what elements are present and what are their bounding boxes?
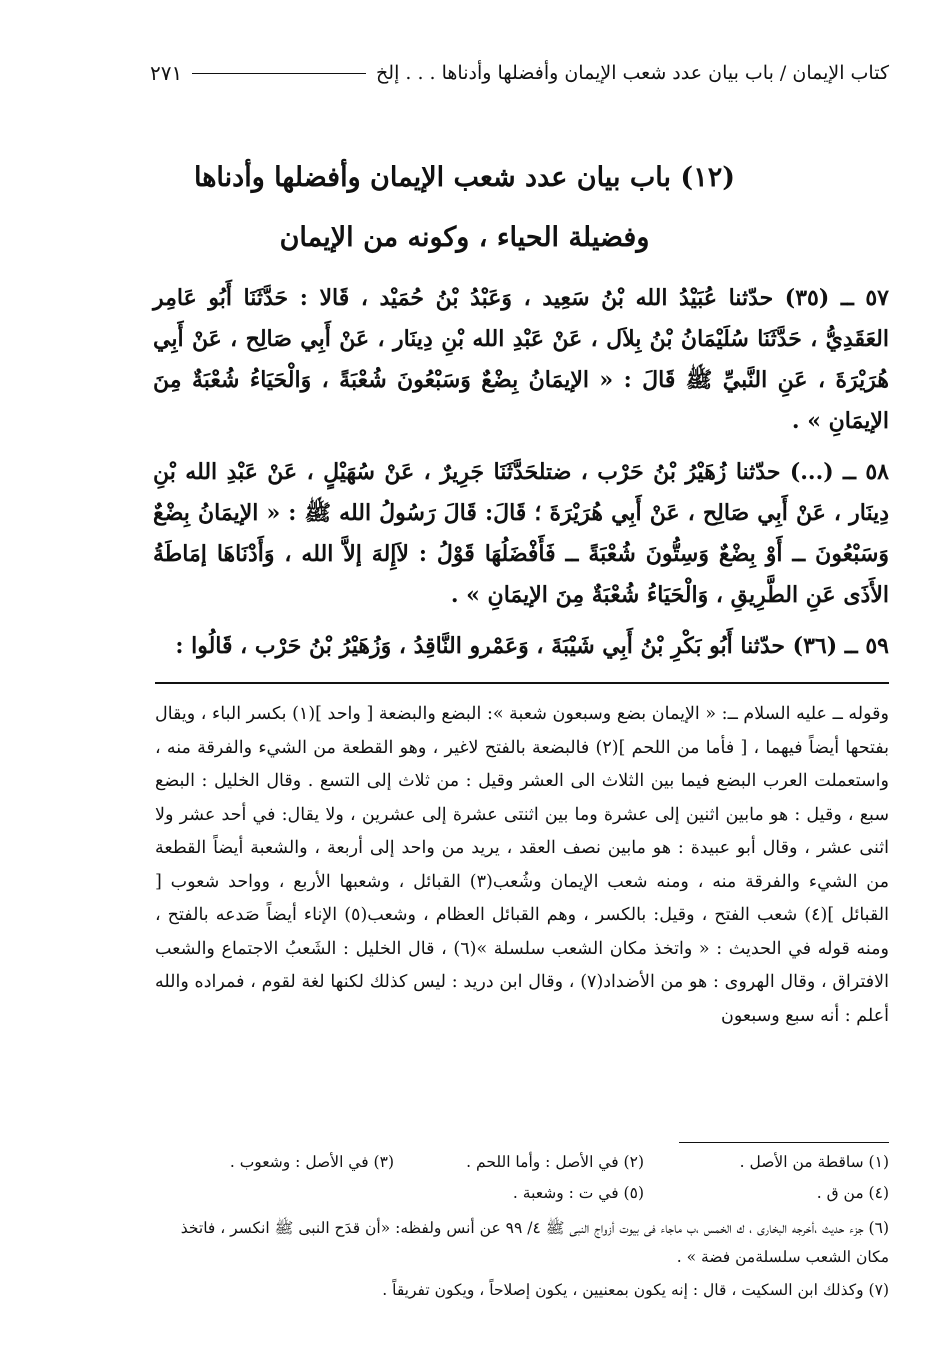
footnote-3: (٣) في الأصل : وشعوب . (229, 1153, 394, 1171)
chapter-title-line-1: (١٢) باب بيان عدد شعب الإيمان وأفضلها وأدناها (193, 162, 736, 193)
hadith-58: ٥٨ ــ (...) حدّثنا زُهَيْرُ بْنُ حَرْب ، ضتلحَدَّثَنَا جَرِيرٌ ، عَنْ سُهَيْلٍ ، عَنْ عَبْدِ الله بْنِ دِينَار ، عَنْ أَبِي صَالِح ، عَنْ أَبِي هُرَيْرَةَ ؛ قَالَ: قَالَ رَسُولُ الله ﷺ : « الإيمَانُ بِضْعٌ وَسَبْعُونَ ــ أَوْ بِضْعٌ وَسِتُّونَ شُعْبَةً ــ فَأَفْضَلُهَا قَوْلُ : لاَإِلهَ إلاَّ الله ، وَأَدْنَاهَا إمَاطَةُ الأَذَى عَنِ الطَّرِيقِ ، وَالْحَيَاءُ شُعْبَةٌ مِنَ الإيمَانِ » . (153, 459, 889, 608)
page-number: ٢٧١ (150, 61, 183, 85)
footnote-row-2 (155, 1184, 889, 1202)
footnote-1: (١) ساقطة من الأصل . (739, 1153, 889, 1171)
chapter-title-line-2: وفضيلة الحياء ، وكونه من الإيمان (279, 222, 650, 253)
footnote-2: (٢) في الأصل : وأما اللحم . (466, 1153, 644, 1171)
commentary-divider (155, 682, 889, 684)
footnote-7: (٧) وكذلك ابن السكيت ، قال : إنه يكون بمعنيين ، يكون إصلاحاً ، ويكون تفريقاً . (382, 1281, 889, 1299)
hadith-59: ٥٩ ــ (٣٦) حدّثنا أَبُو بَكْرِ بْنُ أَبِي شَيْبَةَ ، وَعَمْرو النَّاقِدُ ، وَزُهَيْرُ بْنُ حَرْب ، قَالُوا : (175, 633, 889, 659)
commentary-text: وقوله ــ عليه السلام ــ: « الإيمان بضع وسبعون شعبة »: البضع والبضعة [ واحد ](١) بكسر الباء ، ويقال بفتحها أيضاً فيهما ، [ فأما من اللحم ](٢) فالبضعة بالفتح لاغير ، وهو القطعة من الشيء والفرقة منه ، واستعملت العرب البضع فيما بين الثلاث الى العشر وقيل : من ثلاث إلى التسع . وقال الخليل : البضع سبع ، وقيل : هو مابين اثنين إلى عشرة وما بين اثنتى عشرة إلى عشرين ، ولا يقال: في أحد عشر ولا اثنى عشر ، وقال أبو عبيدة : هو مابين نصف العقد ، يريد من واحد إلى أربعة ، والشعبة أيضاً القطعة من الشيء والفرقة منه ، ومنه شعب الإيمان وشُعب(٣) القبائل ، وشعبها الأربع ، وواحد شعوب [ القبائل ](٤) شعب الفتح ، وقيل: بالكسر ، وهم القبائل العظام ، وشعب(٥) الإناء أيضاً صَدعه بالفتح ، ومنه قوله في الحديث : « واتخذ مكان الشعب سلسلة »(٦) ، قال الخليل : الشَعبُ الاجتماع والشعب الافتراق ، وقال الهروى : هو من الأضداد(٧) ، وقال ابن دريد : ليس كذلك لكنها لغة لقوم ، فمراده والله أعلم : أنه سبع وسبعون (155, 704, 890, 1026)
footnote-divider (679, 1142, 889, 1143)
footnote-6: (٦) جزء حديث ،أخرجه البخارى ، ك الخمس ،ب ماجاء فى بيوت أزواج النبى ﷺ ٤/ ٩٩ عن أنس ولفظه: «أن قدَح النبى ﷺ انكسر ، فاتخذ مكان الشعب سلسلةمن فضة » . (180, 1219, 889, 1266)
footnote-4: (٤) من ق . (816, 1184, 889, 1202)
header-rule (192, 73, 366, 74)
hadith-57: ٥٧ ــ (٣٥) حدّثنا عُبَيْدُ الله بْنُ سَعِيد ، وَعَبْدُ بْنُ حُمَيْد ، قَالا : حَدَّثَنَا أَبُو عَامِر العَقَدِيُّ ، حَدَّثَنَا سُلَيْمَانُ بْنُ بِلاَل ، عَنْ عَبْدِ الله بْنِ دِينَار ، عَنْ أَبِي صَالِح ، عَنْ أَبِي هُرَيْرَةَ ، عَنِ النَّبيِّ ﷺ قَالَ : « الإيمَانُ بِضْعٌ وَسَبْعُونَ شُعْبَةً ، وَالْحَيَاءُ شُعْبَةٌ مِنَ الإيمَانِ » . (153, 285, 889, 434)
header-title: كتاب الإيمان / باب بيان عدد شعب الإيمان وأفضلها وأدناها . . . إلخ (376, 62, 889, 84)
hadith-text (153, 278, 889, 677)
footnote-5: (٥) في ت : وشعبة . (512, 1184, 644, 1202)
footnote-row-1 (155, 1153, 889, 1171)
running-header (150, 58, 889, 88)
